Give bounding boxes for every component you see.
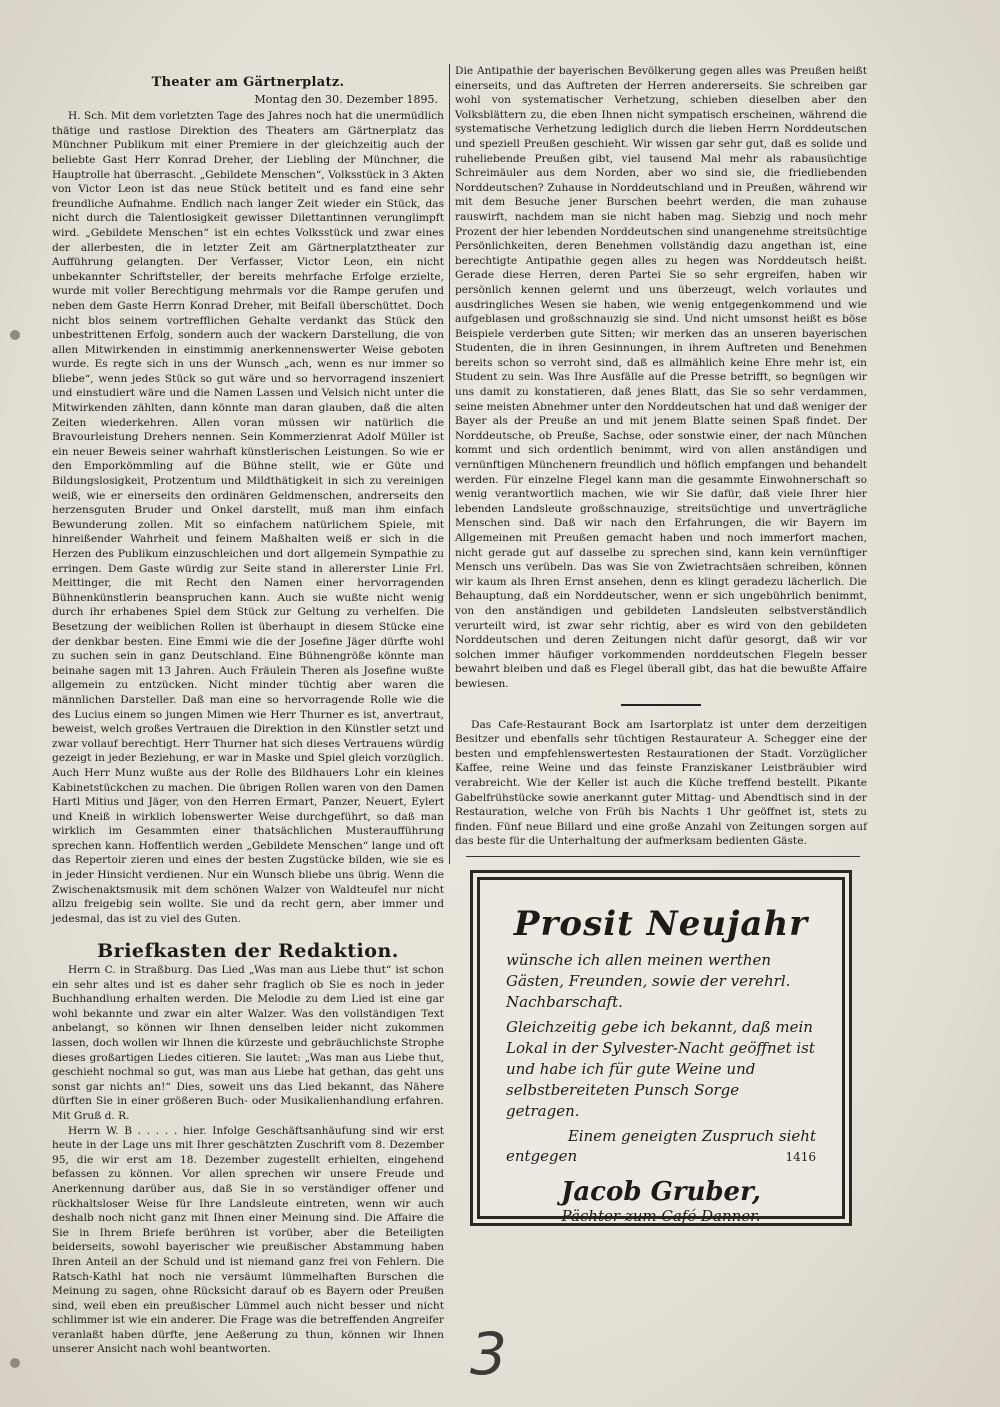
ad-headline: Prosit Neujahr (513, 904, 809, 944)
brief-paragraph: Herrn C. in Straßburg. Das Lied „Was man aus Liebe thut“ ist schon ein sehr altes und ist es daher sehr fraglich ob Sie es noch in jeder Buchhandlung erhalten werden. Die Melodie zu dem Lied ist eine gar wohl bekannte und zwar ein alter Walzer. Was den vollständigen Text anbelangt, so können wir Ihnen denselben leider nicht zukommen lassen, doch wollen wir Ihnen die kürzeste und gebräuchlichste Strophe dieses großartigen Liedes citieren. Sie lautet: „Was man aus Liebe thut, geschieht nochmal so gut, was man aus Liebe hat gethan, das geht uns sonst gar nichts an!“ Dies, soweit uns das Lied bekannt, das Nähere dürften Sie in einer größeren Buch- oder Musikalienhandlung erfahren. Mit Gruß d. R. (52, 964, 444, 1122)
ad-closing-row (506, 1147, 816, 1165)
column-divider (449, 64, 450, 864)
ad-greeting: wünsche ich allen meinen werthen Gästen, Freunden, sowie der verehrl. Nachbarschaft. (506, 951, 791, 1011)
ad-signature: Jacob Gruber, (561, 1177, 761, 1207)
brief-paragraph: Herrn W. B . . . . . hier. Infolge Geschäftsanhäufung sind wir erst heute in der Lage uns mit Ihrer geschätzten Zuschrift vom 8. Dezember 95, die wir erst am 18. Dezember zugestellt erhielten, eingehend befassen zu können. Vor allen sprechen wir unsere Freude und Anerkennung darüber aus, daß Sie in so verständiger offener und rückhaltsloser Weise für Ihre Landsleute eintreten, wenn wir auch deshalb noch nicht ganz mit Ihnen einer Meinung sind. Die Affaire die Sie in Ihrem Briefe berühren ist vorüber, aber die Beteiligten beiderseits, sowohl bayerischer wie preußischer Abstammung haben Ihren Anteil an der Schuld und ist niemand ganz frei von Fehlern. Die Ratsch-Kathl hat noch nie versäumt lümmelhaften Burschen die Meinung zu sagen, ohne Rücksicht darauf ob es Bayern oder Preußen sind, weil eben ein preußischer Lümmel auch nicht besser und nicht schlimmer ist wie ein anderer. Die Frage was die betreffenden Angreifer veranlaßt haben dürfte, jene Aeßerung zu thun, können wir Ihnen unserer Ansicht nach wohl beantworten. (52, 1124, 444, 1356)
cafe-restaurant-paragraph: Das Cafe-Restaurant Bock am Isartorplatz ist unter dem derzeitigen Besitzer und ebenfalls sehr tüchtigen Restaurateur A. Schegger eine der besten und empfehlenswertesten Restaurationen der Stadt. Vorzüglicher Kaffee, reine Weine und das feinste Franziskaner Leistbräubier wird verabreicht. Wie der Keller ist auch die Küche treffend bestellt. Pikante Gabelfrühstücke sowie anerkannt guter Mittag- und Abendtisch sind in der Restauration, welche von Früh bis Nachts 1 Uhr geöffnet ist, stets zu finden. Fünf neue Billard und eine große Anzahl von Zeitungen sorgen auf das beste für die Unterhaltung der aufmerksam bedienten Gäste. (455, 718, 867, 848)
ad-signature-title: Pächter zum Café Danner. (561, 1207, 761, 1225)
ad-closing-end: entgegen (506, 1147, 578, 1165)
theater-review-paragraph: H. Sch. Mit dem vorletzten Tage des Jahres noch hat die unermüdlich thätige und rastlose Direktion des Theaters am Gärtnerplatz das Münchner Publikum mit einer Premiere in der gleichzeitig auch der beliebte Gast Herr Konrad Dreher, der Liebling der Münchner, die Hauptrolle hat überrascht. „Gebildete Menschen“, Volksstück in 3 Akten von Victor Leon ist das neue Stück betitelt und es fand eine sehr freundliche Aufnahme. Endlich nach langer Zeit wieder ein Stück, das nicht durch die Talentlosigkeit gewisser Dilettantinnen verunglimpft wird. „Gebildete Menschen“ ist ein echtes Volksstück und zwar eines der allerbesten, die in letzter Zeit am Gärtnerplatztheater zur Aufführung gelangten. Der Verfasser, Victor Leon, ein nicht unbekannter Schriftsteller, der bereits mehrfache Erfolge erzielte, wurde mit voller Berechtigung mehrmals vor die Rampe gerufen und neben dem Gaste Herrn Konrad Dreher, mit Beifall überschüttet. Doch nicht blos seinem vortrefflichen Gehalte verdankt das Stück den unbestrittenen Erfolg, sondern auch der wackern Darstellung, die von allen Mitwirkenden in einstimmig anerkennenswerter Weise geboten wurde. Es regte sich in uns der Wunsch „ach, wenn es nur immer so bliebe“, wenn jedes Stück so gut wäre und so hervorragend inszeniert und einstudiert wäre und die Namen Lassen und Velsich nicht unter die Mitwirkenden zählten, dann könnte man daran glauben, daß die alten Zeiten wiederkehren. Allen voran müssen wir natürlich die Bravourleistung Drehers nennen. Sein Kommerzienrat Adolf Müller ist ein neuer Beweis seiner wahrhaft künstlerischen Leistungen. So wie er den Emporkömmling auf die Bühne stellt, wie er Güte und Bildungslosigkeit, Protzentum und Mildthätigkeit in sich zu vereinigen weiß, wie er einerseits den ordinären Geldmenschen, andrerseits den herzensguten Bruder und Onkel darstellt, muß man ihm einfach Bewunderung zollen. Mit so einfachem natürlichem Spiele, mit hinreißender Wahrheit und feinem Maßhalten weiß er sich in die Herzen des Publikum einzuschleichen und dort allgemein Sympathie zu erringen. Dem Gaste würdig zur Seite stand in allererster Linie Frl. Meittinger, die mit Recht den Namen einer hervorragenden Bühnenkünstlerin beanspruchen kann. Auch sie wußte nicht wenig durch ihr erhabenes Spiel dem Stück zur Geltung zu verhelfen. Die Besetzung der weiblichen Rollen ist überhaupt in diesem Stücke eine der denkbar besten. Eine Emmi wie die der Josefine Jäger dürfte wohl zu suchen sein in ganz Deutschland. Eine Bühnengröße könnte man beinahe sagen mit 13 Jahren. Auch Fräulein Theren als Josefine wußte allgemein zu entzücken. Nicht minder tüchtig aber waren die männlichen Darsteller. Daß man eine so hervorragende Rolle wie die des Lucius einem so jungen Mimen wie Herr Thurner es ist, anvertraut, beweist, welch großes Vertrauen die Direktion in den Künstler setzt und zwar vollauf berechtigt. Herr Thurner hat sich dieses Vertrauens würdig gezeigt in jeder Beziehung, er war in Maske und Spiel gleich vorzüglich. Auch Herr Munz wußte aus der Rolle des Bildhauers Lohr ein kleines Kabinetstückchen zu machen. Die übrigen Rollen waren von den Damen Hartl Mitius und Jäger, von den Herren Ermart, Panzer, Neuert, Eylert und Kneiß in wirklich lobenswerter Weise durchgeführt, so daß man wirklich im Gesammten einer thatsächlichen Musteraufführung sprechen kann. Hoffentlich werden „Gebildete Menschen“ lange und oft das Repertoir zieren und eines der besten Zugstücke bilden, wie sie es in jeder Hinsicht verdienen. Nur ein Wunsch bliebe uns übrig. Wenn die Zwischenaktsmusik mit dem schönen Walzer von Waldteufel nur nicht allzu freigebig sein wollte. Sie und da recht gern, aber immer und jedesmal, das ist zu viel des Guten. (52, 110, 444, 925)
section-rule (466, 856, 860, 857)
left-column (52, 72, 444, 1357)
letter-reply-paragraph: Die Antipathie der bayerischen Bevölkerung gegen alles was Preußen heißt einerseits, und das Auftreten der Herren andererseits. Sie schreiben gar wohl von systematischer Verhetzung, schieben dieselben aber den Volksblättern zu, die eben Ihnen nicht sympatisch erscheinen, während die systematische Verhetzung lediglich durch die lieben Herrn Norddeutschen und speziell Preußen geschieht. Wir wissen gar sehr gut, daß es solide und ruheliebende Preußen gibt, viel tausend Mal mehr als rabausüchtige Schreimäuler aus dem Norden, aber wo sind sie, die friedliebenden Norddeutschen? Zuhause in Norddeutschland und in Preußen, während wir mit dem Besuche jener Burschen beehrt werden, die man zuhause rauswirft, nachdem man sie nicht haben mag. Siebzig und noch mehr Prozent der hier lebenden Norddeutschen sind unangenehme streitsüchtige Persönlichkeiten, deren Benehmen vollständig dazu angethan ist, eine berechtigte Antipathie gegen alles zu hegen was Norddeutsch heißt. Gerade diese Herren, deren Partei Sie so sehr ergreifen, haben wir persönlich kennen gelernt und uns überzeugt, welch vorlautes und ausdringliches Wesen sie haben, wie wenig entgegenkommend und wie aufgeblasen und großschnauzig sie sind. Und nicht umsonst heißt es böse Beispiele verderben gute Sitten; wir merken das an unseren bayerischen Studenten, die in ihren Gesinnungen, in ihrem Auftreten und Benehmen bereits schon so verroht sind, daß es allmählich keine Ehre mehr ist, ein Student zu sein. Was Ihre Ausfälle auf die Presse betrifft, so begnügen wir uns damit zu konstatieren, daß jenes Blatt, das Sie so sehr verdammen, seine meisten Abnehmer unter den Norddeutschen hat und daß weniger der Bayer als der Preuße an und mit jenem Blatte seinen Spaß findet. Der Norddeutsche, ob Preuße, Sachse, oder sonstwie einer, der nach München kommt und sich ordentlich benimmt, wird von allen anständigen und vernünftigen Münchenern freundlich und höflich empfangen und behandelt werden. Für einzelne Flegel kann man die gesammte Einwohnerschaft so wenig verantwortlich machen, wie wir Sie dafür, daß viele Ihrer hier lebenden Landsleute großschnauzige, streitsüchtige und unverträgliche Menschen sind. Daß wir nach den Erfahrungen, die wir Bayern im Allgemeinen mit Preußen gemacht haben und noch immerfort machen, nicht gerade gut auf dasselbe zu sprechen sind, kann kein vernünftiger Mensch uns verübeln. Das was Sie von Zwietrachtsäen schreiben, können wir kaum als Ihren Ernst ansehen, denn es klingt geradezu lächerlich. Die Behauptung, daß ein Norddeutscher, wenn er sich ungebührlich benimmt, von den anständigen und gebildeten Landsleuten selbstverständlich verurteilt wird, ist zwar sehr richtig, aber es wird von den gebildeten Norddeutschen und deren Zeitungen nicht dafür gesorgt, daß wir vor solchen immer häufiger vorkommenden norddeutschen Flegeln besser bewahrt bleiben und daß es Flegel überall gibt, das hat die bewußte Affaire bewiesen. (455, 65, 867, 690)
ad-announcement: Gleichzeitig gebe ich bekannt, daß mein Lokal in der Sylvester-Nacht geöffnet ist und habe ich für gute Weine und selbstbereiteten Punsch Sorge getragen. (506, 1018, 815, 1120)
right-column (455, 64, 867, 849)
ad-closing: Einem geneigten Zuspruch sieht (567, 1127, 816, 1145)
theater-date: Montag den 30. Dezember 1895. (254, 92, 438, 106)
section-divider (621, 704, 701, 706)
new-year-advertisement (470, 870, 852, 1226)
ad-number: 1416 (785, 1150, 816, 1164)
handwritten-page-number: 3 (470, 1320, 507, 1388)
punch-hole (10, 1358, 20, 1368)
punch-hole (10, 330, 20, 340)
theater-heading: Theater am Gärtnerplatz. (151, 75, 345, 90)
briefkasten-heading: Briefkasten der Redaktion. (97, 940, 399, 963)
ad-body (506, 950, 816, 1147)
